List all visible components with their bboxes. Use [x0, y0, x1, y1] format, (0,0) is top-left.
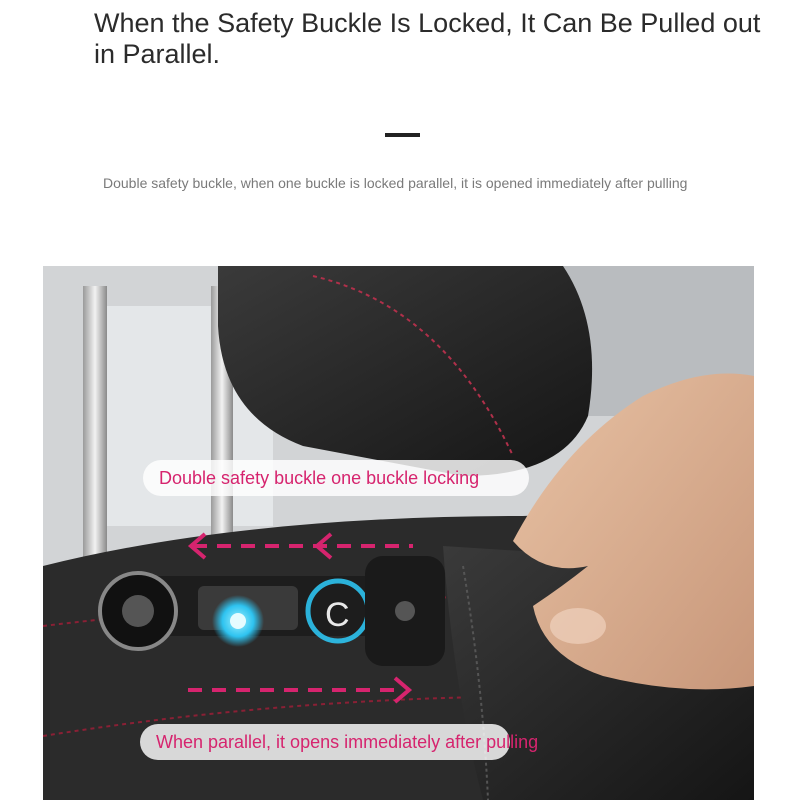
svg-text:C: C — [325, 596, 350, 634]
label-buckle-locking: Double safety buckle one buckle locking — [143, 460, 529, 496]
description-text: Double safety buckle, when one buckle is locked parallel, it is opened immediately after pulling — [103, 175, 688, 191]
page-title: When the Safety Buckle Is Locked, It Can Be Pulled out in Parallel. — [94, 8, 761, 69]
title-divider — [385, 133, 420, 137]
product-photo — [43, 266, 754, 800]
headrest-post-left — [83, 286, 107, 566]
label-opens-after-pulling: When parallel, it opens immediately after pulling — [140, 724, 510, 760]
headrest-scene-illustration — [43, 266, 754, 800]
